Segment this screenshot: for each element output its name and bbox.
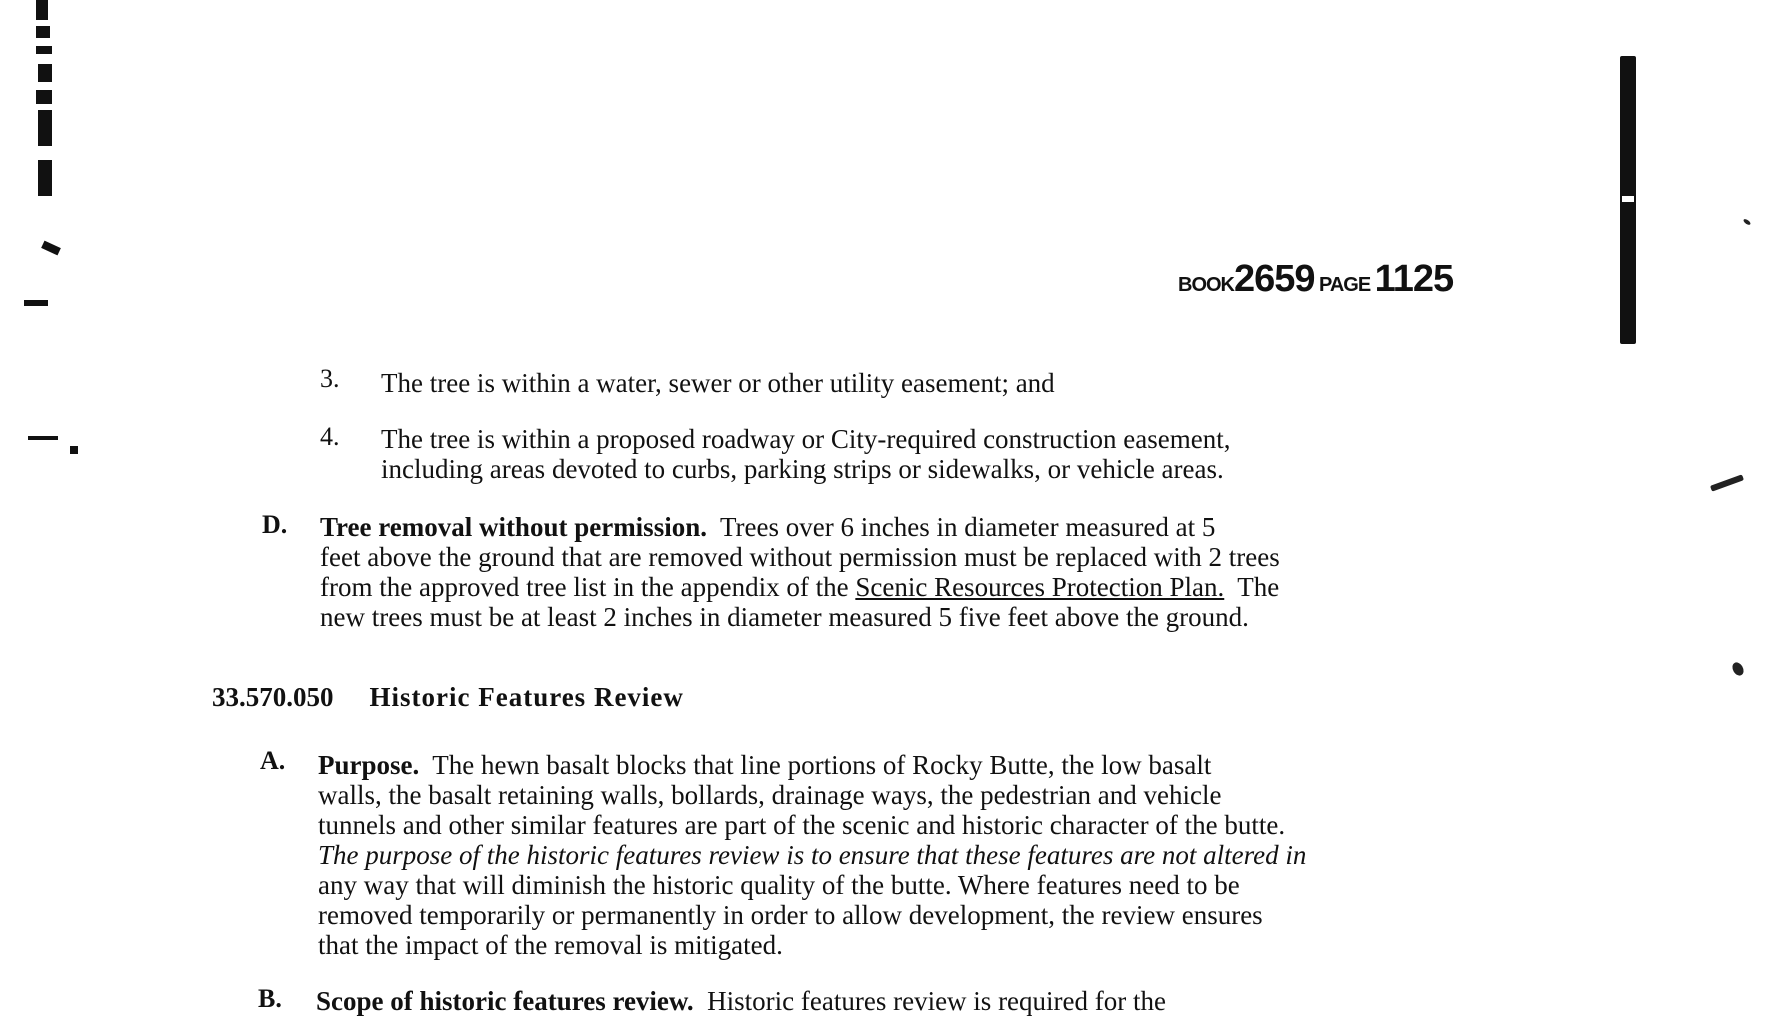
item-text-line: removed temporarily or permanently in order to allow development, the review ensures <box>318 900 1263 930</box>
item-number: 4. <box>320 422 340 451</box>
item-text-line: The tree is within a proposed roadway or City-required construction easement, <box>381 424 1231 454</box>
scan-edge-marks <box>20 0 60 460</box>
section-title: Historic Features Review <box>369 682 684 712</box>
item-text-line: any way that will diminish the historic quality of the butte. Where features need to be <box>318 870 1240 900</box>
item-text-line: that the impact of the removal is mitigated. <box>318 930 783 960</box>
item-text-line: walls, the basalt retaining walls, bollards, drainage ways, the pedestrian and vehicle <box>318 780 1222 810</box>
book-page-reference <box>1178 258 1453 301</box>
item-letter: D. <box>262 510 288 539</box>
book-label: BOOK <box>1178 274 1234 296</box>
item-text: The tree is within a water, sewer or other utility easement; and <box>381 368 1055 398</box>
item-text-line: new trees must be at least 2 inches in diameter measured 5 five feet above the ground. <box>320 602 1249 632</box>
item-text-line: The hewn basalt blocks that line portions of Rocky Butte, the low basalt <box>432 750 1212 780</box>
item-title: Scope of historic features review. <box>316 986 694 1016</box>
scan-speck <box>1730 660 1746 677</box>
page-number: 1125 <box>1374 258 1454 300</box>
section-heading <box>212 682 684 713</box>
plan-reference: Scenic Resources Protection Plan. <box>855 572 1225 602</box>
scan-edge-bar <box>1620 56 1636 344</box>
scan-speck <box>1743 218 1752 226</box>
item-text-line: The <box>1237 572 1280 602</box>
page-label: PAGE <box>1319 274 1371 296</box>
item-number: 3. <box>320 364 340 393</box>
scan-speck <box>1710 474 1744 491</box>
section-number: 33.570.050 <box>212 682 334 712</box>
item-title: Purpose. <box>318 750 420 780</box>
item-text-line: Historic features review is required for the <box>707 986 1166 1016</box>
item-text-line: including areas devoted to curbs, parking strips or sidewalks, or vehicle areas. <box>381 454 1224 484</box>
item-title: Tree removal without permission. <box>320 512 707 542</box>
item-text-line: The purpose of the historic features review is to ensure that these features are not altered in <box>318 840 1307 870</box>
item-letter: A. <box>260 746 286 775</box>
item-text-line: tunnels and other similar features are part of the scenic and historic character of the butte. <box>318 810 1286 840</box>
item-text-line: from the approved tree list in the appendix of the <box>320 572 849 602</box>
item-text-line: feet above the ground that are removed without permission must be replaced with 2 trees <box>320 542 1280 572</box>
book-number: 2659 <box>1234 258 1315 300</box>
item-text-line: Trees over 6 inches in diameter measured at 5 <box>719 512 1216 542</box>
item-letter: B. <box>258 984 282 1013</box>
